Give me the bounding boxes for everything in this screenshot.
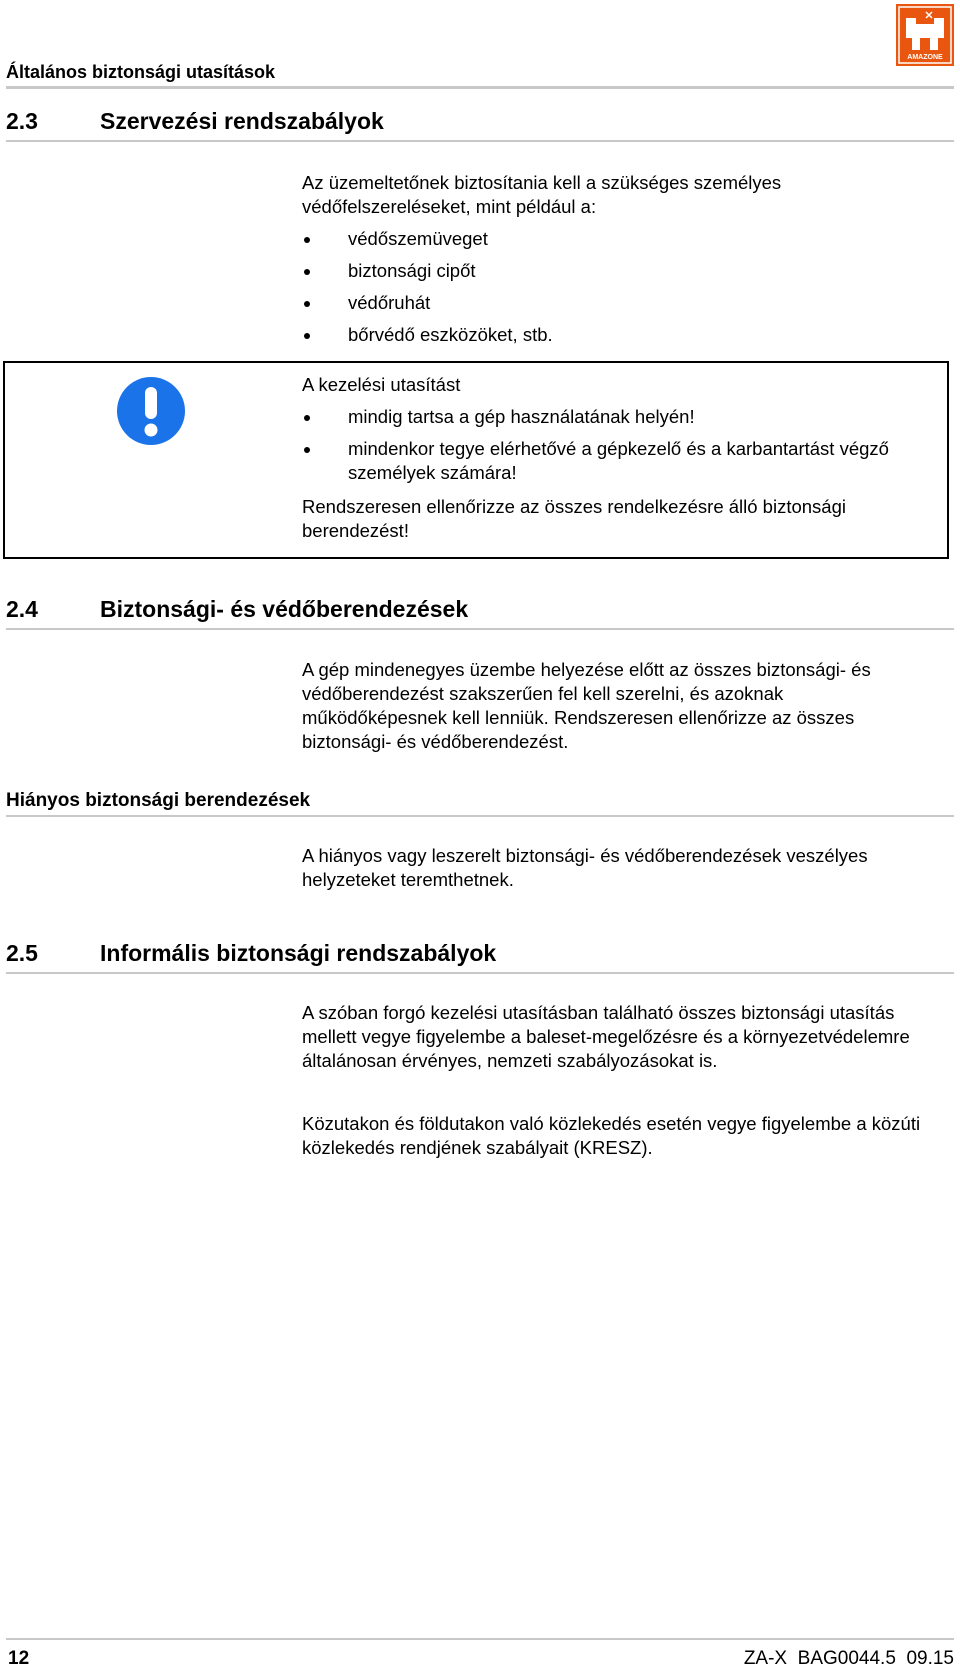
section-number: 2.3 — [6, 108, 38, 134]
ppe-list — [302, 227, 902, 355]
notice-list — [302, 405, 922, 493]
subheading-rule — [6, 815, 954, 817]
notice-intro: A kezelési utasítást — [302, 374, 461, 395]
document-code: ZA-X BAG0044.5 09.15 — [743, 1648, 954, 1669]
section-rule — [6, 972, 954, 974]
list-item: védőszemüveget — [302, 227, 902, 251]
safety-devices-paragraph: A gép mindenegyes üzembe helyezése előtt az összes biztonsági- és védőberendezést szakszerűen fel kell szerelni, és azoknak működőképesnek kell lenniük. Rendszeresen ellenőrizze az összes biztonsági- és védőberendezést. — [302, 659, 871, 752]
section-title: Biztonsági- és védőberendezések — [100, 596, 469, 622]
section-title: Szervezési rendszabályok — [100, 108, 384, 134]
header-rule — [6, 86, 954, 89]
list-item: védőruhát — [302, 291, 902, 315]
traffic-rules-paragraph: Közutakon és földutakon való közlekedés esetén vegye figyelembe a közúti közlekedés rendjének szabályait (KRESZ). — [302, 1113, 921, 1158]
notice-closing: Rendszeresen ellenőrizze az összes rendelkezésre álló biztonsági berendezést! — [302, 496, 846, 541]
page-number: 12 — [8, 1648, 30, 1669]
missing-devices-paragraph: A hiányos vagy leszerelt biztonsági- és védőberendezések veszélyes helyzeteket teremthetnek. — [302, 845, 868, 890]
section-title: Informális biztonsági rendszabályok — [100, 940, 497, 966]
informal-rules-paragraph: A szóban forgó kezelési utasításban található összes biztonsági utasítás mellett vegye figyelembe a baleset-megelőzésre és a környezetvédelemre általánosan érvényes, nemzeti szabályozásokat is. — [302, 1002, 910, 1071]
list-item: biztonsági cipőt — [302, 259, 902, 283]
list-item: mindenkor tegye elérhetővé a gépkezelő és a karbantartást végző személyek számára! — [302, 437, 922, 485]
list-item: mindig tartsa a gép használatának helyén! — [302, 405, 922, 429]
subheading: Hiányos biztonsági berendezések — [6, 790, 311, 811]
ppe-intro-text: Az üzemeltetőnek biztosítania kell a szükséges személyes védőfelszereléseket, mint például a: — [302, 172, 782, 217]
footer-rule — [6, 1638, 954, 1640]
section-rule — [6, 140, 954, 142]
section-rule — [6, 628, 954, 630]
amazone-logo — [896, 4, 954, 66]
running-header-title: Általános biztonsági utasítások — [6, 62, 276, 82]
list-item: bőrvédő eszközöket, stb. — [302, 323, 902, 347]
section-number: 2.5 — [6, 940, 38, 966]
section-number: 2.4 — [6, 596, 38, 622]
logo-text: AMAZONE — [907, 54, 943, 61]
exclamation-circle-icon — [116, 376, 186, 446]
